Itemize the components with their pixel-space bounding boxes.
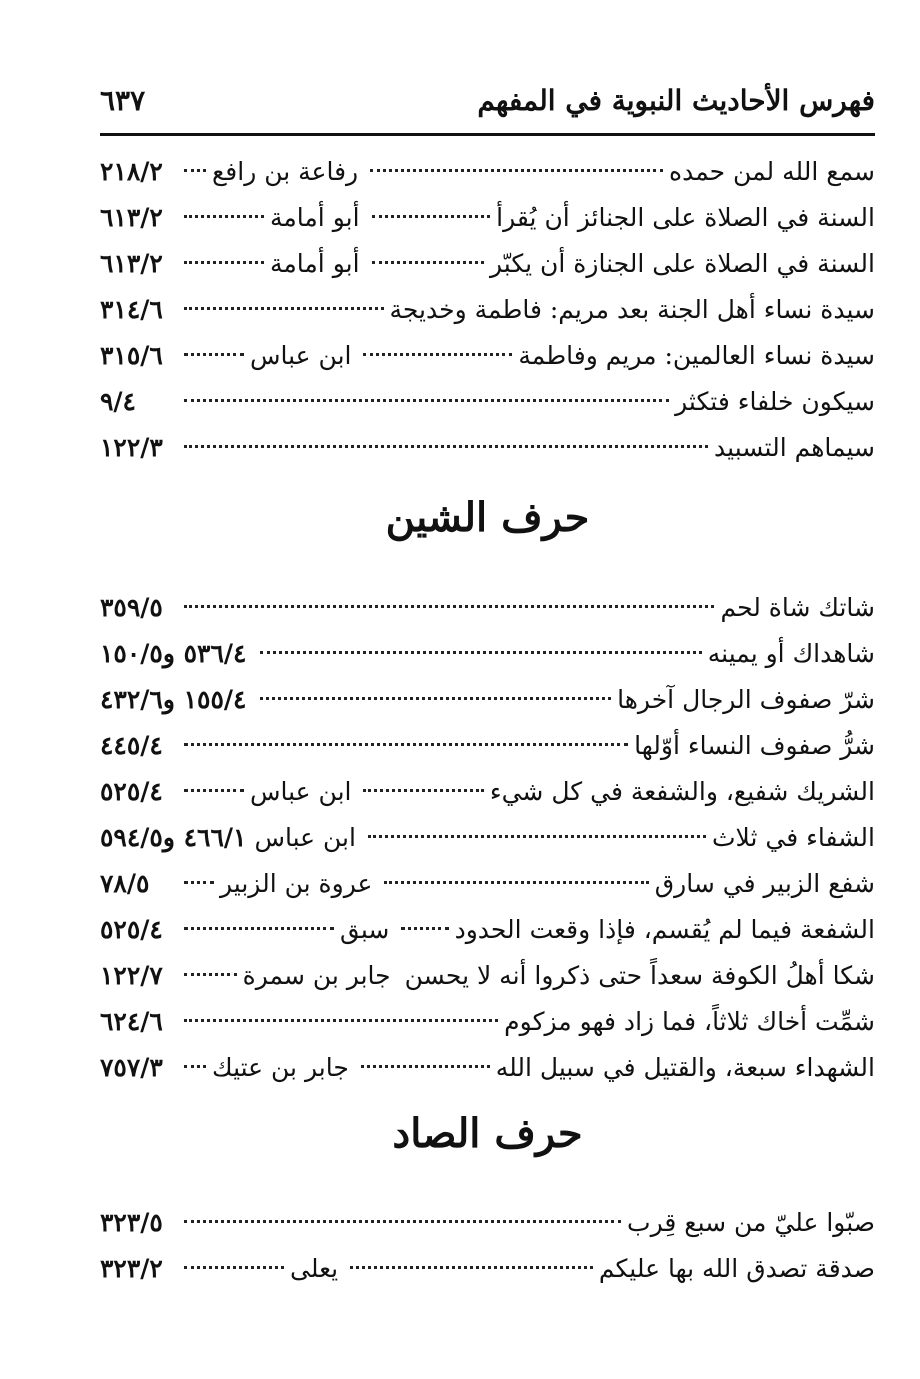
narrator: أبو أمامة <box>270 203 360 232</box>
index-section-sin <box>100 147 875 469</box>
volume-page-ref: ٢١٨/٢ <box>100 157 163 186</box>
leader-dots <box>184 943 237 976</box>
page-number: ٦٣٧ <box>100 84 146 117</box>
header-divider <box>100 133 875 136</box>
hadith-text: شكا أهلُ الكوفة سعداً حتى ذكروا أنه لا يحسن <box>404 961 875 990</box>
narrator: ابن عباس <box>254 823 356 852</box>
leader-dots <box>363 323 512 356</box>
hadith-text: سيدة نساء أهل الجنة بعد مريم: فاطمة وخديجة <box>389 295 875 324</box>
hadith-text: شاهداك أو يمينه <box>707 639 875 668</box>
index-entry <box>100 1043 875 1089</box>
leader-dots <box>401 897 448 930</box>
index-entry <box>100 423 875 469</box>
narrator: جابر بن عتيك <box>212 1053 349 1082</box>
page-title: فهرس الأحاديث النبوية في المفهم <box>477 84 875 117</box>
volume-page-ref: ٣١٤/٦ <box>100 295 163 324</box>
volume-page-ref: ٥٢٥/٤ <box>100 915 163 944</box>
leader-dots <box>184 897 334 930</box>
volume-page-ref: ٤٤٥/٤ <box>100 731 163 760</box>
leader-dots <box>184 851 214 884</box>
narrator: أبو أمامة <box>270 249 360 278</box>
hadith-text: شمِّت أخاك ثلاثاً، فما زاد فهو مزكوم <box>504 1007 875 1036</box>
index-entry <box>100 1244 875 1290</box>
leader-dots <box>184 185 264 218</box>
leader-dots <box>372 185 491 218</box>
volume-page-ref: ٦١٣/٢ <box>100 249 163 278</box>
hadith-text: شرّ صفوف الرجال آخرها <box>617 685 875 714</box>
leader-dots <box>184 1035 206 1068</box>
leader-dots <box>184 713 628 746</box>
leader-dots <box>184 1190 621 1223</box>
leader-dots <box>184 139 206 172</box>
volume-page-ref: ٤٦٦/١ و٥٩٤/٥ <box>100 823 247 852</box>
narrator: عروة بن الزبير <box>220 869 373 898</box>
volume-page-ref: ٧٨/٥ <box>100 869 150 898</box>
hadith-text: شفع الزبير في سارق <box>654 869 875 898</box>
hadith-text: الشفاء في ثلاث <box>712 823 875 852</box>
volume-page-ref: ٣٢٣/٢ <box>100 1254 163 1283</box>
volume-page-ref: ٥٢٥/٤ <box>100 777 163 806</box>
volume-page-ref: ١٢٢/٧ <box>100 961 163 990</box>
leader-dots <box>184 415 708 448</box>
volume-page-ref: ٣٢٣/٥ <box>100 1208 163 1237</box>
volume-page-ref: ٦٢٤/٦ <box>100 1007 163 1036</box>
leader-dots <box>260 621 701 654</box>
leader-dots <box>361 1035 490 1068</box>
leader-dots <box>368 805 706 838</box>
leader-dots <box>184 277 384 310</box>
hadith-text: سيدة نساء العالمين: مريم وفاطمة <box>518 341 875 370</box>
narrator: يعلى <box>290 1254 339 1283</box>
hadith-text: السنة في الصلاة على الجنائز أن يُقرأ <box>496 203 875 232</box>
volume-page-ref: ٧٥٧/٣ <box>100 1053 163 1082</box>
index-section-sad <box>100 1198 875 1290</box>
volume-page-ref: ٣١٥/٦ <box>100 341 163 370</box>
leader-dots <box>350 1236 593 1269</box>
volume-page-ref: ١٢٢/٣ <box>100 433 163 462</box>
narrator: ابن عباس <box>250 777 352 806</box>
hadith-text: سيماهم التسبيد <box>714 433 875 462</box>
hadith-text: صدقة تصدق الله بها عليكم <box>598 1254 875 1283</box>
hadith-text: الشهداء سبعة، والقتيل في سبيل الله <box>495 1053 875 1082</box>
hadith-text: شاتك شاة لحم <box>720 593 875 622</box>
hadith-text: الشفعة فيما لم يُقسم، فإذا وقعت الحدود <box>454 915 875 944</box>
leader-dots <box>184 575 714 608</box>
leader-dots <box>372 231 484 264</box>
index-section-shin <box>100 583 875 1089</box>
leader-dots <box>184 989 498 1022</box>
leader-dots <box>184 759 244 792</box>
hadith-text: سيكون خلفاء فتكثر <box>675 387 875 416</box>
leader-dots <box>363 759 483 792</box>
volume-page-ref: ٩/٤ <box>100 387 136 416</box>
leader-dots <box>384 851 648 884</box>
narrator: جابر بن سمرة <box>242 961 391 990</box>
page-header <box>100 84 875 124</box>
leader-dots <box>184 231 264 264</box>
leader-dots <box>184 1236 284 1269</box>
hadith-text: الشريك شفيع، والشفعة في كل شيء <box>489 777 875 806</box>
hadith-text: السنة في الصلاة على الجنازة أن يكبّر <box>489 249 875 278</box>
hadith-text: صبّوا عليّ من سبع قِرب <box>627 1208 875 1237</box>
leader-dots <box>184 369 669 402</box>
leader-dots <box>184 323 244 356</box>
leader-dots <box>260 667 611 700</box>
volume-page-ref: ٦١٣/٢ <box>100 203 163 232</box>
narrator: رفاعة بن رافع <box>212 157 359 186</box>
volume-page-ref: ١٥٥/٤ و٤٣٢/٦ <box>100 685 247 714</box>
volume-page-ref: ٣٥٩/٥ <box>100 593 163 622</box>
hadith-text: سمع الله لمن حمده <box>668 157 875 186</box>
volume-page-ref: ٥٣٦/٤ و١٥٠/٥ <box>100 639 247 668</box>
narrator: ابن عباس <box>250 341 352 370</box>
section-heading-shin: حرف الشين <box>385 494 590 541</box>
leader-dots <box>370 139 663 172</box>
section-heading-sad: حرف الصاد <box>392 1110 583 1157</box>
hadith-text: شرُّ صفوف النساء أوّلها <box>634 731 875 760</box>
narrator: سبق <box>340 915 390 944</box>
